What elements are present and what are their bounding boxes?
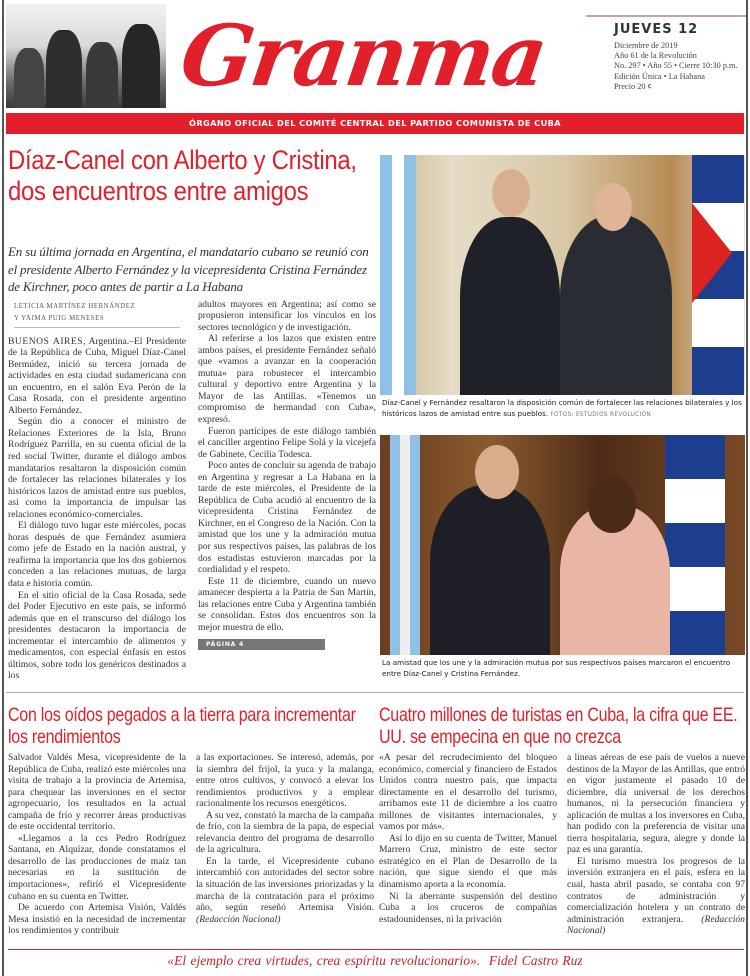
paragraph: De acuerdo con Artemisa Visión, Valdés Mesa insistió en la necesidad de incrementar los rendimientos y contribuir [8, 902, 186, 937]
edition-date: Diciembre de 2019 [614, 41, 678, 50]
paragraph: A su vez, constató la marcha de la campaña de frío, con la siembra de la papa, de especial relevancia dentro del programa de desarrollo de la agricultura. [196, 809, 374, 856]
paragraph: «A pesar del recrudecimiento del bloqueo económico, comercial y financiero de Estados Unidos contra nuestro país, que impacta directamente en el desarrollo del turismo, arribamos este 11 de diciembre a los cuatro millones de visitantes internacionales, y vamos por más». [379, 752, 557, 833]
section-divider [6, 692, 744, 693]
top-rule [586, 15, 746, 17]
photo-credit: FOTOS: ESTUDIOS REVOLUCIÓN [550, 412, 652, 418]
paragraph: Al referirse a los lazos que existen entre ambos países, el presidente Fernández señaló que «vamos a avanzar en la cooperación mutua» para robustecer el intercambio cultural y deportivo entre Argentina y la Mayor de las Antillas. «Tenemos un compromiso de hermandad con Cuba», expresó. [198, 333, 376, 425]
caption-text: Díaz-Canel y Fernández resaltaron la disposición común de fortalecer las relaciones bilaterales y los históricos lazos de amistad entre sus pueblos. [382, 398, 742, 418]
footer-quote [0, 953, 750, 969]
story2-column-1 [8, 752, 186, 937]
masthead-tagline: ÓRGANO OFICIAL DEL COMITÉ CENTRAL DEL PARTIDO COMUNISTA DE CUBA [6, 113, 744, 134]
paragraph: adultos mayores en Argentina; así como se propusieron intensificar los vínculos en los sectores tecnológico y de investigación. [198, 298, 376, 333]
lead-column-2 [198, 299, 376, 634]
story2 [8, 704, 374, 937]
edition-number: No. 297 • Año 55 • Cierre 10:30 p.m. [614, 61, 738, 71]
paragraph: El diálogo tuvo lugar este miércoles, pocas horas después de que Fernández asumiera como jefe de Estado en la nación austral, y reafirma la importancia que los dos gobiernos conceden a las relaciones mutuas, de larga data e historia común. [8, 520, 186, 589]
story2-headline[interactable]: Con los oídos pegados a la tierra para incrementar los rendimientos [8, 704, 356, 748]
paragraph: , Argentina.–El Presidente de la República de Cuba, Miguel Díaz-Canel Bermúdez, inició su tercera jornada de actividades en esta ciudad sudamericana con un encuentro, en el salón Eva Perón de la Casa Rosada, con el presidente argentino Alberto Fernández. [8, 335, 187, 416]
lead-headline[interactable]: Díaz-Canel con Alberto y Cristina, dos encuentros entre amigos [8, 145, 357, 206]
paragraph: Así lo dijo en su cuenta de Twitter, Manuel Marrero Cruz, ministro de este sector estratégico en el Plan de Desarrollo de la nación, que sigue siendo el que más dinamismo aporta a la economía. [379, 832, 557, 891]
story3-headline[interactable]: Cuatro millones de turistas en Cuba, la cifra que EE. UU. se empecina en que no crezca [379, 704, 738, 748]
edition-price: Precio 20 ¢ [614, 81, 652, 91]
footer-rule [8, 949, 744, 950]
paragraph: a las exportaciones. Se interesó, además, por la siembra del frijol, la yuca y la malanga, entre otros cultivos, y convocó a elevar los rendimientos productivos y a emplear racionalmente los recursos energéticos. [196, 752, 374, 810]
story2-column-2 [196, 752, 374, 937]
page-reference-link[interactable]: PÁGINA 4 [198, 639, 325, 650]
lead-deck: En su última jornada en Argentina, el mandatario cubano se reunió con el presidente Alberto Fernández y la vicepresidenta Cristina Fernández de Kirchner, poco antes de partir a La Habana [8, 244, 369, 294]
edition-info [614, 22, 746, 92]
paragraph: a líneas aéreas de ese país de vuelos a nueve destinos de la Mayor de las Antillas, que entró en vigor justamente el pasado 10 de diciembre, día universal de los derechos humanos, ni la persecución financiera y aplicación de multas a los inversores en Cuba, han podido con la preferencia de visitar una tierra hospitalaria, segura, alegre y donde la paz es una garantía. [567, 752, 745, 856]
paragraph: Este 11 de diciembre, cuando un nuevo amanecer despierta a la Patria de San Martín, las relaciones entre Cuba y Argentina también se consolidan. Estos dos encuentros son la mejor muestra de ello. [198, 575, 376, 633]
story3-credit: (Redacción Nacional) [567, 913, 745, 937]
story3-column-1 [379, 752, 557, 937]
newspaper-logo[interactable]: Granma [175, 6, 552, 105]
masthead-historic-photo [6, 4, 166, 108]
paragraph: El turismo muestra los progresos de la inversión extranjera en el país, esfera en la cual, hasta abril pasado, se contaba con 97 contratos de administración y comercialización hotelera y un contrato de administración extranjera. [567, 855, 745, 925]
dateline: BUENOS AIRES [8, 335, 84, 347]
paragraph: Según dio a conocer el ministro de Relaciones Exteriores de la Isla, Bruno Rodríguez Parrilla, en su cuenta oficial de la red social Twitter, durante el diálogo ambos mandatarios resaltaron la disposición común de fortalecer las relaciones bilaterales y los históricos lazos de amistad entre sus pueblos, así como la importancia de impulsar las relaciones económico-comerciales. [8, 416, 186, 520]
paragraph: En la tarde, el Vicepresidente cubano intercambió con autoridades del sector sobre la situación de las inversiones priorizadas y la marcha de la contratación para el próximo año, según reseñó Artemisa Visión. [196, 855, 374, 914]
edition-year: Año 61 de la Revolución [614, 51, 697, 61]
photo1-caption [382, 397, 744, 421]
story3-column-2 [567, 752, 745, 937]
paragraph: En el sitio oficial de la Casa Rosada, sede del Poder Ejecutivo en este país, se informó además que en el transcurso del diálogo los presidentes destacaron la importancia de incrementar el intercambio de alimentos y medicamentos, con especial énfasis en estos últimos, sobre todo los genéricos destinados a los [8, 589, 186, 682]
byline-author-2: Y YAIMA PUIG MENESES [14, 314, 105, 322]
byline-author-1: LETICIA MARTÍNEZ HERNÁNDEZ [14, 302, 136, 310]
quote-text: «El ejemplo crea virtudes, crea espíritu revolucionario». [167, 953, 481, 968]
paragraph: Poco antes de concluir su agenda de trabajo en Argentina y regresar a La Habana en la tarde de este miércoles, el Presidente de la República de Cuba acudió al encuentro de la vicepresidenta Cristina Fernández de Kirchner, en el Congreso de la Nación. Con la amistad que los une y la admiración mutua por sus respectivos países, las palabras de los dos estadistas estuvieron marcadas por la cordialidad y el respeto. [198, 460, 376, 576]
story2-credit: (Redacción Nacional) [196, 913, 281, 925]
lead-story [8, 145, 376, 682]
quote-author: Fidel Castro Ruz [488, 953, 583, 968]
lead-byline [14, 301, 180, 328]
paragraph: Fueron partícipes de este diálogo también el canciller argentino Felipe Solá y la vicejefa de Gabinete, Cecilia Todesca. [198, 425, 376, 460]
photo-diaz-canel-fernandez [380, 155, 745, 395]
paragraph: Ni la aberrante suspensión del destino Cuba a los cruceros de compañías estadounidenses, ni la privación [379, 890, 557, 925]
lead-column-1 [8, 336, 186, 682]
photo2-caption: La amistad que los une y la admiración mutua por sus respectivos países marcaron el encuentro entre Díaz-Canel y Cristina Fernández. [382, 658, 731, 678]
paragraph: «Llegamos a la ccs Pedro Rodríguez Santana, en Alquízar, donde constatamos el desarrollo de las producciones de maíz tan necesarias en la sustitución de importaciones», refirió el Vicepresidente cubano en su cuenta en Twitter. [8, 832, 186, 902]
edition-day: JUEVES 12 [614, 22, 699, 37]
edition-type: Edición Única • La Habana [614, 71, 705, 81]
paragraph: Salvador Valdés Mesa, vicepresidente de la República de Cuba, realizó este miércoles una visita de trabajo a la provincia de Artemisa, para chequear las inversiones en el sector agropecuario, los resultados en la actual campaña de frío y recorrer áreas productivas de este occidental territorio. [8, 752, 186, 833]
story3 [379, 704, 745, 937]
photo-diaz-canel-cristina [380, 435, 745, 655]
